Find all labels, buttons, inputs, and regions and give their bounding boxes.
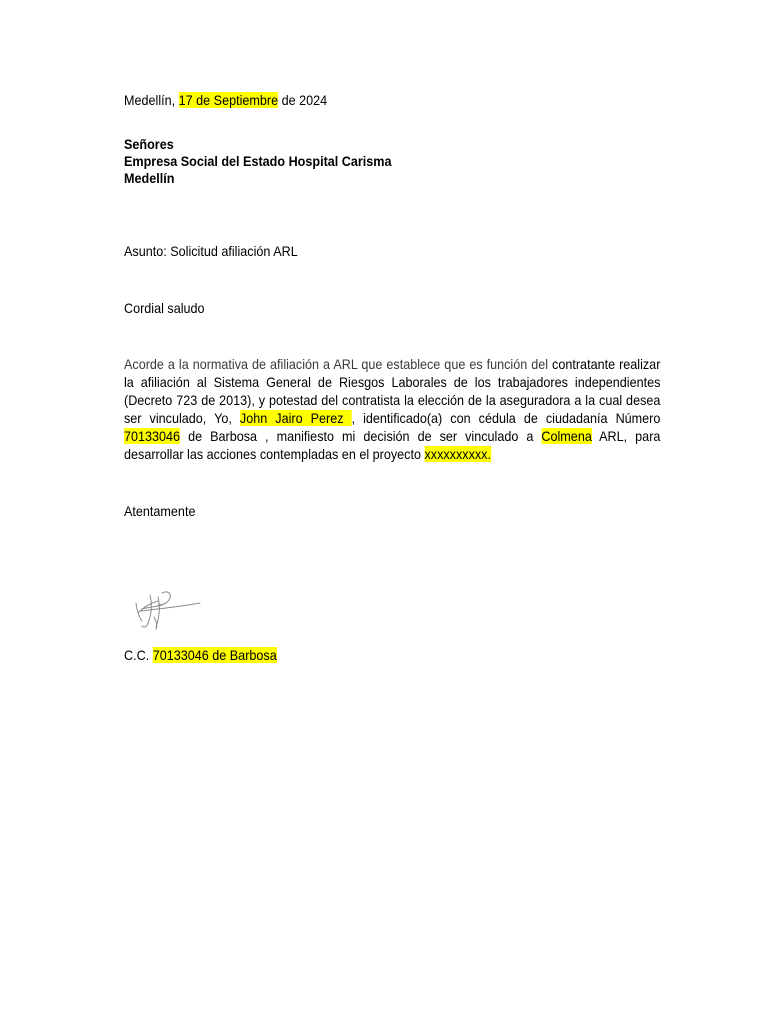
greeting: Cordial saludo [124,300,205,316]
date-year: de 2024 [278,92,328,108]
project-name: xxxxxxxxxx. [424,446,491,462]
recipient-salutation: Señores [124,136,174,152]
recipient-city: Medellín [124,170,175,186]
closing: Atentamente [124,503,196,519]
body-text-1: Acorde a la normativa de afiliación a ARL que establece que es función del [124,356,549,372]
subject-line: Asunto: Solicitud afiliación ARL [124,243,298,259]
body-text-3: , identificado(a) con cédula de ciudadanía Número [351,410,661,426]
date-day-month: 17 de Septiembre [178,92,279,108]
arl-name: Colmena [541,428,592,444]
date-line [124,91,327,109]
body-text-4: de Barbosa , manifiesto mi decisión de ser vinculado a [180,428,542,444]
body-text-2: contratante realizar la afiliación al Sistema General de Riesgos Laborales de los trabajadores independientes (Decreto 723 de 2013), y potestad del contratista la elección de la aseguradora a la cual desea ser vinculado, Yo, [124,356,661,426]
recipient-entity: Empresa Social del Estado Hospital Carisma [124,153,392,169]
signature-id-value: 70133046 de Barbosa [152,647,277,663]
handwritten-signature [128,583,208,635]
signature-id-prefix: C.C. [124,647,153,663]
id-number: 70133046 [124,428,181,444]
body-text-5: ARL, para desarrollar las acciones contempladas en el proyecto [124,428,661,462]
signature-id-line [124,646,277,664]
date-city: Medellín, [124,92,179,108]
body-paragraph [124,355,660,463]
contractor-name: John Jairo Perez [239,410,352,426]
